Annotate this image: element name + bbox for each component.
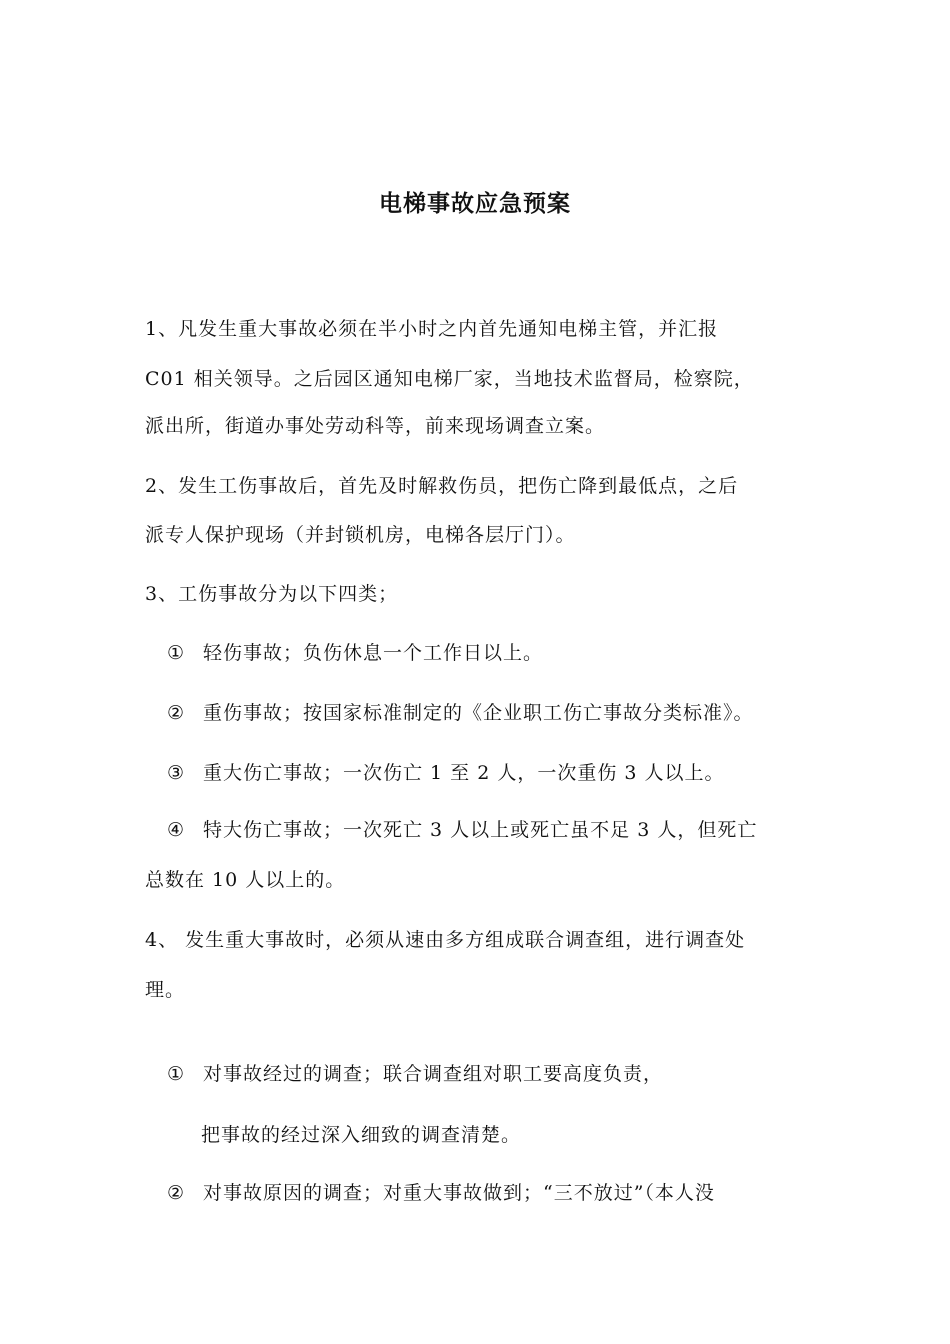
list-item <box>167 760 725 786</box>
list-marker: ② <box>167 1182 186 1204</box>
paragraph-line: 派出所，街道办事处劳动科等，前来现场调查立案。 <box>145 415 606 437</box>
document-title: 电梯事故应急预案 <box>379 191 571 217</box>
list-item-text: 重大伤亡事故；一次伤亡 1 至 2 人，一次重伤 3 人以上。 <box>203 762 725 784</box>
paragraph-line: 理。 <box>145 979 186 1001</box>
list-item-text: 特大伤亡事故；一次死亡 3 人以上或死亡虽不足 3 人，但死亡 <box>203 819 758 841</box>
list-marker: ① <box>167 642 186 664</box>
list-item <box>167 1180 715 1206</box>
list-marker: ② <box>167 702 186 724</box>
list-marker: ④ <box>167 819 186 841</box>
paragraph-line: 3、工伤事故分为以下四类； <box>145 583 399 605</box>
paragraph-line: 派专人保护现场（并封锁机房，电梯各层厅门）。 <box>145 524 576 546</box>
list-item <box>167 817 757 843</box>
list-marker: ① <box>167 1063 186 1085</box>
paragraph-line: 把事故的经过深入细致的调查清楚。 <box>201 1124 522 1146</box>
list-item-text: 轻伤事故；负伤休息一个工作日以上。 <box>203 642 544 664</box>
list-item <box>167 700 754 726</box>
list-item <box>167 1061 663 1087</box>
list-item-text: 重伤事故；按国家标准制定的《企业职工伤亡事故分类标准》。 <box>203 702 754 724</box>
paragraph-line: 2、发生工伤事故后，首先及时解救伤员，把伤亡降到最低点，之后 <box>145 475 739 497</box>
list-item <box>167 640 543 666</box>
paragraph-line: C01 相关领导。之后园区通知电梯厂家，当地技术监督局，检察院， <box>145 368 754 390</box>
paragraph-line: 4、 发生重大事故时，必须从速由多方组成联合调查组，进行调查处 <box>145 929 746 951</box>
list-marker: ③ <box>167 762 186 784</box>
paragraph-line: 总数在 10 人以上的。 <box>145 869 346 891</box>
paragraph-line: 1、凡发生重大事故必须在半小时之内首先通知电梯主管，并汇报 <box>145 318 719 340</box>
list-item-text: 对事故经过的调查；联合调查组对职工要高度负责， <box>203 1063 664 1085</box>
list-item-text: 对事故原因的调查；对重大事故做到；“三不放过”（本人没 <box>203 1182 715 1204</box>
